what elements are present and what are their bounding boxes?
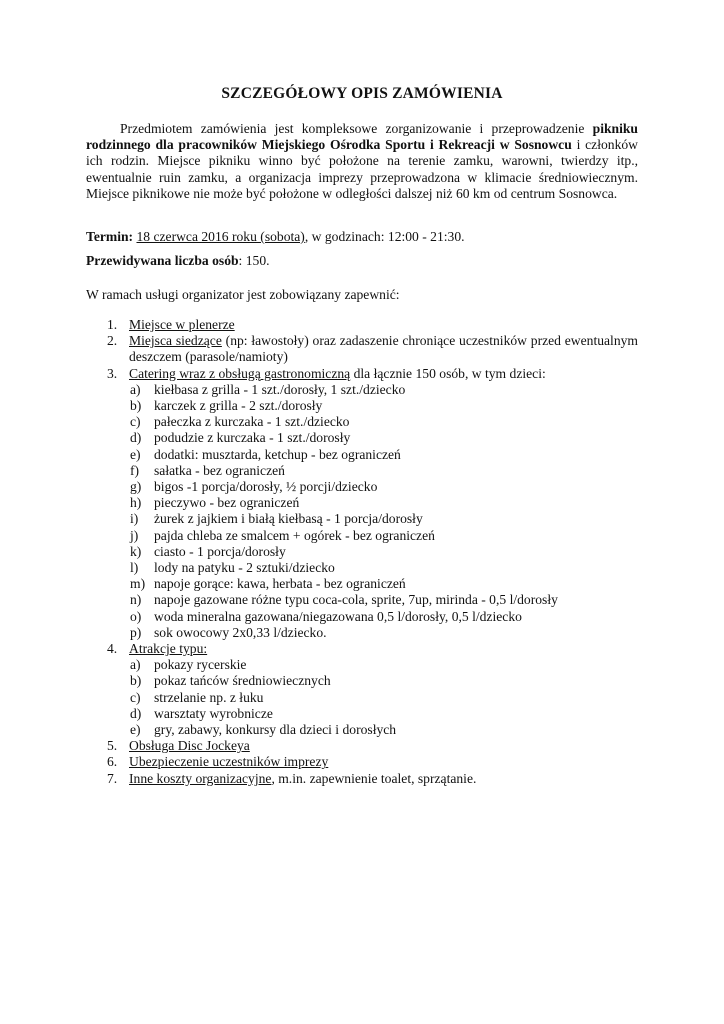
atrakcje-item: [86, 690, 638, 706]
intro-rest: i członków ich rodzin. Miejsce pikniku winno być położone na terenie zamku, warowni, twierdzy itp., ewentualnie ruin zamku, a organizacja imprezy przeprowadzona w klimacie średniowiecznym. Miejsce piknikowe nie może być położone w odległości dalszej niż 60 km od centrum Sosnowca.: [86, 137, 638, 201]
termin-label: Termin:: [86, 229, 134, 244]
sub-letter: j): [130, 527, 139, 543]
list-item: [86, 641, 638, 657]
item-number: 3.: [107, 365, 118, 381]
sub-letter: k): [130, 543, 142, 559]
catering-item: [86, 511, 638, 527]
sub-letter: o): [130, 608, 142, 624]
sub-letter: d): [130, 430, 142, 446]
sub-letter: h): [130, 495, 142, 511]
list-item: [86, 317, 638, 333]
sub-text: napoje gorące: kawa, herbata - bez ograniczeń: [154, 576, 406, 592]
item-number: 6.: [107, 754, 118, 770]
item-label: Obsługa Disc Jockeya: [129, 738, 250, 754]
sub-text: gry, zabawy, konkursy dla dzieci i dorosłych: [154, 722, 397, 738]
sub-text: podudzie z kurczaka - 1 szt./dorosły: [154, 430, 351, 446]
item-text: (np: ławostoły) oraz zadaszenie chroniące uczestników przed ewentualnym deszczem (parasole/namioty): [129, 333, 638, 365]
list-item: [86, 754, 638, 770]
sub-text: woda mineralna gazowana/niegazowana 0,5 l/dorosły, 0,5 l/dziecko: [154, 608, 522, 624]
list-item: [86, 333, 638, 365]
item-number: 2.: [107, 333, 118, 349]
item-number: 1.: [107, 317, 118, 332]
sub-letter: e): [130, 446, 141, 462]
sub-letter: m): [130, 576, 146, 592]
item-label: Ubezpieczenie uczestników imprezy: [129, 754, 329, 770]
item-label: Miejsca siedzące: [129, 333, 222, 349]
termin-date: 18 czerwca 2016 roku (sobota): [136, 229, 305, 244]
sub-letter: i): [130, 511, 139, 527]
sub-text: strzelanie np. z łuku: [154, 689, 264, 705]
osoby-value: : 150.: [238, 253, 270, 268]
atrakcje-item: [86, 673, 638, 689]
sub-text: sok owocowy 2x0,33 l/dziecko.: [154, 624, 327, 640]
sub-text: pałeczka z kurczaka - 1 szt./dziecko: [154, 414, 350, 430]
list-item: [86, 771, 638, 787]
sub-text: lody na patyku - 2 sztuki/dziecko: [154, 560, 335, 576]
sub-text: warsztaty wyrobnicze: [154, 705, 273, 721]
catering-item: [86, 609, 638, 625]
sub-text: sałatka - bez ograniczeń: [154, 462, 285, 478]
catering-item: [86, 528, 638, 544]
item-number: 4.: [107, 641, 118, 657]
catering-item: [86, 576, 638, 592]
sub-letter: a): [130, 657, 141, 673]
catering-item: [86, 592, 638, 608]
sub-text: karczek z grilla - 2 szt./dorosły: [154, 398, 323, 414]
sub-letter: b): [130, 398, 142, 414]
item-label: Catering wraz z obsługą gastronomiczną: [129, 365, 351, 381]
sub-text: pieczywo - bez ograniczeń: [154, 495, 300, 511]
sub-letter: a): [130, 381, 141, 397]
sub-text: pokazy rycerskie: [154, 657, 247, 673]
item-label: Miejsce w plenerze: [129, 317, 235, 332]
atrakcje-item: [86, 706, 638, 722]
sub-letter: c): [130, 414, 141, 430]
termin-hours: , w godzinach: 12:00 - 21:30.: [304, 229, 465, 244]
obligation-line: W ramach usługi organizator jest zobowiązany zapewnić:: [86, 287, 400, 302]
sub-letter: n): [130, 592, 142, 608]
catering-item: [86, 430, 638, 446]
sub-text: pokaz tańców średniowiecznych: [154, 673, 331, 689]
intro-paragraph: [86, 121, 638, 202]
catering-item: [86, 447, 638, 463]
sub-letter: d): [130, 705, 142, 721]
catering-item: [86, 544, 638, 560]
list-item: [86, 738, 638, 754]
requirements-list: [86, 317, 638, 787]
intro-bold: pikniku rodzinnego dla pracowników Miejskiego Ośrodka Sportu i Rekreacji w Sosnowcu: [86, 121, 638, 153]
sub-letter: l): [130, 560, 139, 576]
catering-item: [86, 560, 638, 576]
item-text: dla łącznie 150 osób, w tym dzieci:: [350, 365, 546, 381]
document-title: SZCZEGÓŁOWY OPIS ZAMÓWIENIA: [221, 85, 503, 102]
catering-item: [86, 625, 638, 641]
item-label: Inne koszty organizacyjne: [129, 770, 272, 786]
sub-letter: p): [130, 624, 142, 640]
item-number: 7.: [107, 770, 118, 786]
sub-text: napoje gazowane różne typu coca-cola, sprite, 7up, mirinda - 0,5 l/dorosły: [154, 592, 558, 608]
sub-text: kiełbasa z grilla - 1 szt./dorosły, 1 szt./dziecko: [154, 381, 406, 397]
atrakcje-item: [86, 722, 638, 738]
termin-line: [86, 229, 638, 245]
catering-item: [86, 479, 638, 495]
intro-lead: Przedmiotem zamówienia jest kompleksowe zorganizowanie i przeprowadzenie: [120, 121, 585, 136]
item-text: , m.in. zapewnienie toalet, sprzątanie.: [271, 770, 477, 786]
atrakcje-item: [86, 657, 638, 673]
sub-text: dodatki: musztarda, ketchup - bez ograniczeń: [154, 446, 401, 462]
catering-item: [86, 495, 638, 511]
sub-text: pajda chleba ze smalcem + ogórek - bez ograniczeń: [154, 527, 435, 543]
sub-text: żurek z jajkiem i białą kiełbasą - 1 porcja/dorosły: [154, 511, 423, 527]
list-item: [86, 366, 638, 382]
sub-text: bigos -1 porcja/dorosły, ½ porcji/dziecko: [154, 479, 378, 495]
catering-item: [86, 463, 638, 479]
catering-item: [86, 414, 638, 430]
sub-text: ciasto - 1 porcja/dorosły: [154, 543, 286, 559]
osoby-label: Przewidywana liczba osób: [86, 253, 239, 268]
sub-letter: c): [130, 689, 141, 705]
catering-item: [86, 382, 638, 398]
sub-letter: e): [130, 722, 141, 738]
item-number: 5.: [107, 738, 118, 754]
sub-letter: f): [130, 462, 140, 478]
item-label: Atrakcje typu:: [129, 641, 208, 657]
catering-item: [86, 398, 638, 414]
osoby-line: [86, 253, 638, 269]
sub-letter: b): [130, 673, 142, 689]
sub-letter: g): [130, 479, 142, 495]
